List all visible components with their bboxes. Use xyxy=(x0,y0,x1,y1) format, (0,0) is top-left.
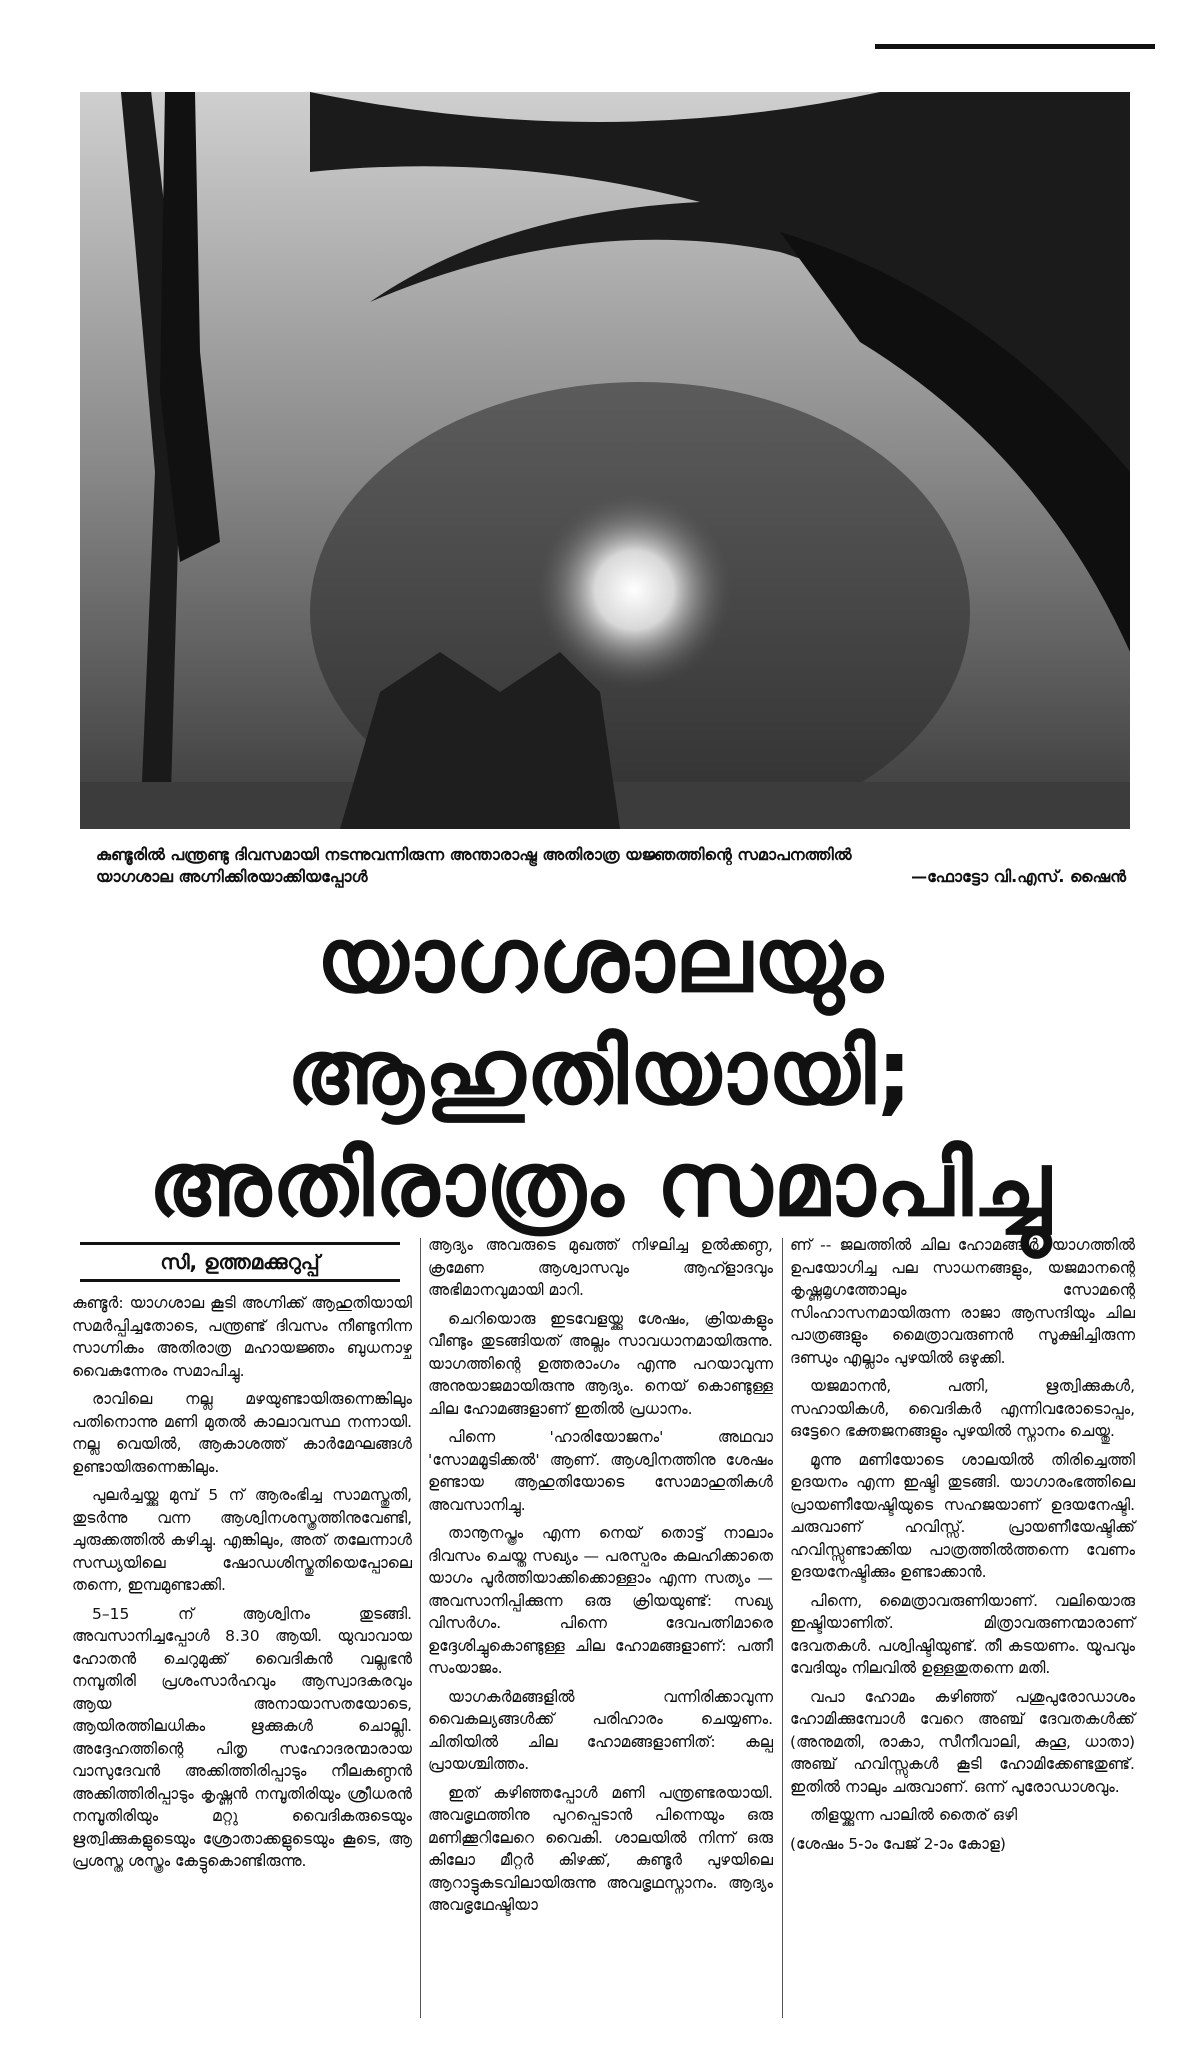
paragraph: ആദ്യം അവരുടെ മുഖത്ത് നിഴലിച്ച ഉൽക്കണ്ഠ, ക്രമേണ ആശ്വാസവും ആഹ്ളാദവും അഭിമാനവുമായി മാറി. xyxy=(428,1236,773,1299)
caption-line-2: യാഗശാല അഗ്നിക്കിരയാക്കിയപ്പോൾ xyxy=(96,867,368,886)
news-photo xyxy=(80,92,1130,829)
article-column-2 xyxy=(428,1234,773,1923)
paragraph: യാഗകർമങ്ങളിൽ വന്നിരിക്കാവുന്ന വൈകല്യങ്ങൾക്ക് പരിഹാരം ചെയ്യണം. ചിതിയിൽ ചില ഹോമങ്ങളാണിത്: കല്പ പ്രായശ്ചിത്തം. xyxy=(428,1687,773,1773)
paragraph: 5–15 ന് ആശ്വിനം തുടങ്ങി. അവസാനിച്ചപ്പോൾ 8.30 ആയി. യുവാവായ ഹോതൻ ചെറുമുക്ക് വൈദികൻ വല്ലഭൻ നമ്പൂതിരി പ്രശംസാർഹവും ആസ്വാദകരവും ആയ അനായാസതയോടെ, ആയിരത്തിലധികം ഋക്കുകൾ ചൊല്ലി. അദ്ദേഹത്തിന്റെ പിതൃ സഹോദരന്മാരായ വാസുദേവൻ അക്കിത്തിരിപ്പാടും നീലകണ്ഠൻ അക്കിത്തിരിപ്പാടും കൃഷ്ണൻ നമ്പൂതിരിയും ശ്രീധരൻ നമ്പൂതിരിയും മറ്റു വൈദികരുടെയും ഋത്വിക്കുകളുടെയും ശ്രോതാക്കളുടെയും കൂടെ, ആ പ്രശസ്ത ശസ്ത്രം കേട്ടുകൊണ്ടിരുന്നു. xyxy=(72,1604,412,1870)
photo-icon xyxy=(80,92,1130,829)
article-column-1 xyxy=(72,1292,412,1879)
article-column-3 xyxy=(790,1234,1135,1861)
paragraph: താനൂനപ്ത്രം എന്ന നെയ് തൊട്ട് നാലാം ദിവസം ചെയ്ത സഖ്യം — പരസ്പരം കലഹിക്കാതെ യാഗം പൂർത്തിയാക്കിക്കൊള്ളാം എന്ന സത്യം — അവസാനിപ്പിക്കുന്ന ഒരു ക്രിയയുണ്ട്: സഖ്യ വിസർഗം. പിന്നെ ദേവപത്നിമാരെ ഉദ്ദേശിച്ചുകൊണ്ടുള്ള ചില ഹോമങ്ങളാണ്: പത്നീ സംയാജം. xyxy=(428,1524,773,1677)
continuation-note: (ശേഷം 5-ാം പേജ് 2-ാം കോള) xyxy=(790,1834,1006,1853)
paragraph: കുണ്ടൂർ: യാഗശാല കൂടി അഗ്നിക്ക് ആഹുതിയായി സമർപ്പിച്ചതോടെ, പന്ത്രണ്ട് ദിവസം നീണ്ടുനിന്ന സാഗ്നികം അതിരാത്ര മഹായജ്ഞം ബുധനാഴ്ച വൈകുന്നേരം സമാപിച്ചു. xyxy=(72,1294,412,1380)
paragraph: തിളയ്ക്കുന്ന പാലിൽ തൈര് ഒഴി xyxy=(810,1806,1018,1824)
headline-line-2: ആഹുതിയായി; xyxy=(286,1020,914,1125)
paragraph: പുലർച്ചയ്ക്കു മുമ്പ് 5 ന് ആരംഭിച്ച സാമസ്തുതി, തുടർന്നു വന്ന ആശ്വിനശസ്ത്രത്തിനുവേണ്ടി, ചുരുക്കത്തിൽ കഴിച്ചു. എങ്കിലും, അത് തലേന്നാൾ സന്ധ്യയിലെ ഷോഡശിസ്തുതിയെപ്പോലെ തന്നെ, ഇമ്പമുണ്ടാക്കി. xyxy=(72,1486,412,1594)
top-rule xyxy=(875,44,1155,49)
paragraph: പിന്നെ 'ഹാരിയോജനം' അഥവാ 'സോമമൂടിക്കൽ' ആണ്. ആശ്വിനത്തിനു ശേഷം ഉണ്ടായ ആഹുതിയോടെ സോമാഹുതികൾ അവസാനിച്ചു. xyxy=(428,1428,773,1514)
photo-caption xyxy=(96,844,1126,888)
paragraph: ണ് -- ജലത്തിൽ ചില ഹോമങ്ങൾ. യാഗത്തിൽ ഉപയോഗിച്ച പല സാധനങ്ങളും, യജമാനന്റെ കൃഷ്ണമൃഗത്തോലും സോമന്റെ സിംഹാസനമായിരുന്ന രാജാ ആസന്ദിയും ചില പാത്രങ്ങളും മൈത്രാവരുണൻ സൂക്ഷിച്ചിരുന്ന ദണ്ഡും എല്ലാം പുഴയിൽ ഒഴുക്കി. xyxy=(790,1236,1135,1367)
caption-line-1: കുണ്ടൂരിൽ പന്ത്രണ്ടു ദിവസമായി നടന്നുവന്നിരുന്ന അന്താരാഷ്ട്ര അതിരാത്ര യജ്ഞത്തിന്റെ സമാപനത്തിൽ xyxy=(96,845,852,864)
headline-line-1: യാഗശാലയും xyxy=(316,908,884,1013)
paragraph: യജമാനൻ, പത്നി, ഋത്വിക്കുകൾ, സഹായികൾ, വൈദികർ എന്നിവരോടൊപ്പം, ഒട്ടേറെ ഭക്തജനങ്ങളും പുഴയിൽ സ്നാനം ചെയ്തു. xyxy=(790,1377,1135,1440)
paragraph: ചെറിയൊരു ഇടവേളയ്ക്കു ശേഷം, ക്രിയകളും വീണ്ടും തുടങ്ങിയത് അല്ലം സാവധാനമായിരുന്നു. യാഗത്തിന്റെ ഉത്തരാംഗം എന്നു പറയാവുന്ന അനുയാജമായിരുന്നു ആദ്യം. നെയ് കൊണ്ടുള്ള ചില ഹോമങ്ങളാണ് ഇതിൽ പ്രധാനം. xyxy=(428,1309,773,1418)
column-divider xyxy=(782,1238,783,2018)
paragraph: മൂന്നു മണിയോടെ ശാലയിൽ തിരിച്ചെത്തി ഉദയനം എന്ന ഇഷ്ടി തുടങ്ങി. യാഗാരംഭത്തിലെ പ്രായണീയേഷ്ടിയുടെ സഹജയാണ് ഉദയനേഷ്ടി. ചരുവാണ് ഹവിസ്സ്. പ്രായണീയേഷ്ടിക്ക് ഹവിസ്സുണ്ടാക്കിയ പാത്രത്തിൽത്തന്നെ വേണം ഉദയനേഷ്ടിക്കും ഉണ്ടാക്കാൻ. xyxy=(790,1450,1135,1581)
paragraph: ഇത് കഴിഞ്ഞപ്പോൾ മണി പന്ത്രണ്ടരയായി. അവഭൃഥത്തിനു പുറപ്പെടാൻ പിന്നെയും ഒരു മണിക്കൂറിലേറെ വൈകി. ശാലയിൽ നിന്ന് ഒരു കിലോ മീറ്റർ കിഴക്ക്, കുണ്ടൂർ പുഴയിലെ ആറാട്ടുകടവിലായിരുന്നു അവഭൃഥസ്നാനം. ആദ്യം അവഭൃഥേഷ്ടിയാ xyxy=(428,1783,773,1914)
headline-line-3: അതിരാത്രം സമാപിച്ചു xyxy=(148,1132,1052,1237)
byline: സി, ഉത്തമക്കുറുപ്പ് xyxy=(80,1242,400,1282)
photo-credit: —ഫോട്ടോ വി.എസ്. ഷൈൻ xyxy=(911,867,1126,886)
paragraph: രാവിലെ നല്ല മഴയുണ്ടായിരുന്നെങ്കിലും പതിനൊന്നു മണി മുതൽ കാലാവസ്ഥ നന്നായി. നല്ല വെയിൽ, ആകാശത്ത് കാർമേഘങ്ങൾ ഉണ്ടായിരുന്നെങ്കിലും. xyxy=(72,1390,412,1476)
paragraph: വപാ ഹോമം കഴിഞ്ഞ് പശുപുരോഡാശം ഹോമിക്കുമ്പോൾ വേറെ അഞ്ച് ദേവതകൾക്ക് (അനുമതി, രാകാ, സീനീവാലി, കുഹൂ, ധാതാ) അഞ്ച് ഹവിസ്സുകൾ കൂടി ഹോമിക്കേണ്ടതുണ്ട്. ഇതിൽ നാലും ചരുവാണ്. ഒന്ന് പുരോഡാശവും. xyxy=(790,1687,1135,1796)
paragraph: പിന്നെ, മൈത്രാവരുണിയാണ്. വലിയൊരു ഇഷ്ടിയാണിത്. മിത്രാവരുണന്മാരാണ് ദേവതകൾ. പശ്വിഷ്ടിയുണ്ട്. തീ കടയണം. യൂപവും വേദിയും നിലവിൽ ഉള്ളതുതന്നെ മതി. xyxy=(790,1591,1135,1677)
column-divider xyxy=(420,1238,421,2018)
headline xyxy=(60,905,1140,1241)
